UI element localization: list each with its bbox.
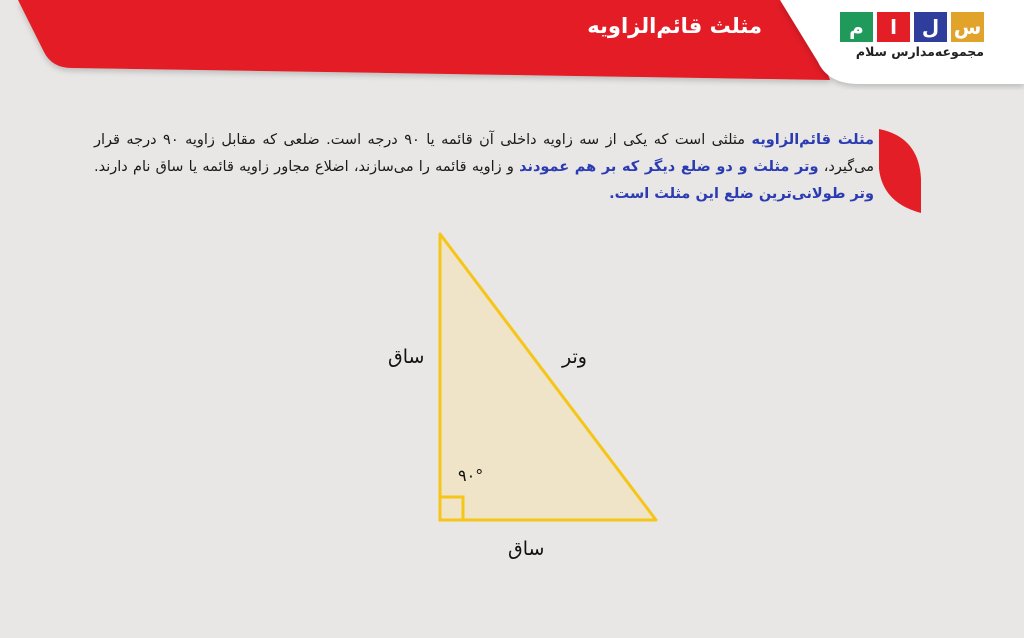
paragraph-text-1: مثلثی است که یکی از سه زاویه داخلی آن قائمه یا ۹۰ درجه است. ضلعی که مقابل زاویه ۹۰ درجه قرار می‌گیرد، (94, 132, 875, 175)
hypotenuse-label: وتر (562, 346, 587, 368)
page-title: مثلث قائم‌الزاویه (587, 14, 762, 38)
leg-horizontal-label: ساق (508, 538, 545, 560)
paragraph-text-2: و زاویه قائمه را می‌سازند، اضلاع مجاور زاویه قائمه یا ساق نام دارند. (94, 159, 520, 175)
logo-tile-mim: م (840, 12, 873, 42)
angle-90-label: ۹۰° (458, 466, 484, 485)
logo-tile-lam: ل (914, 12, 947, 42)
term-hypotenuse-legs: وتر مثلث و دو ضلع دیگر که بر هم عمودند (519, 159, 819, 175)
term-hypotenuse-longest: وتر طولانی‌ترین ضلع این مثلث است. (609, 186, 874, 202)
logo-tile-sin: س (951, 12, 984, 42)
logo-tile-alef: ا (877, 12, 910, 42)
leg-vertical-label: ساق (388, 346, 425, 368)
logo-caption: مجموعه‌مدارس سلام (855, 44, 984, 59)
term-right-triangle: مثلث قائم‌الزاویه (751, 132, 874, 148)
